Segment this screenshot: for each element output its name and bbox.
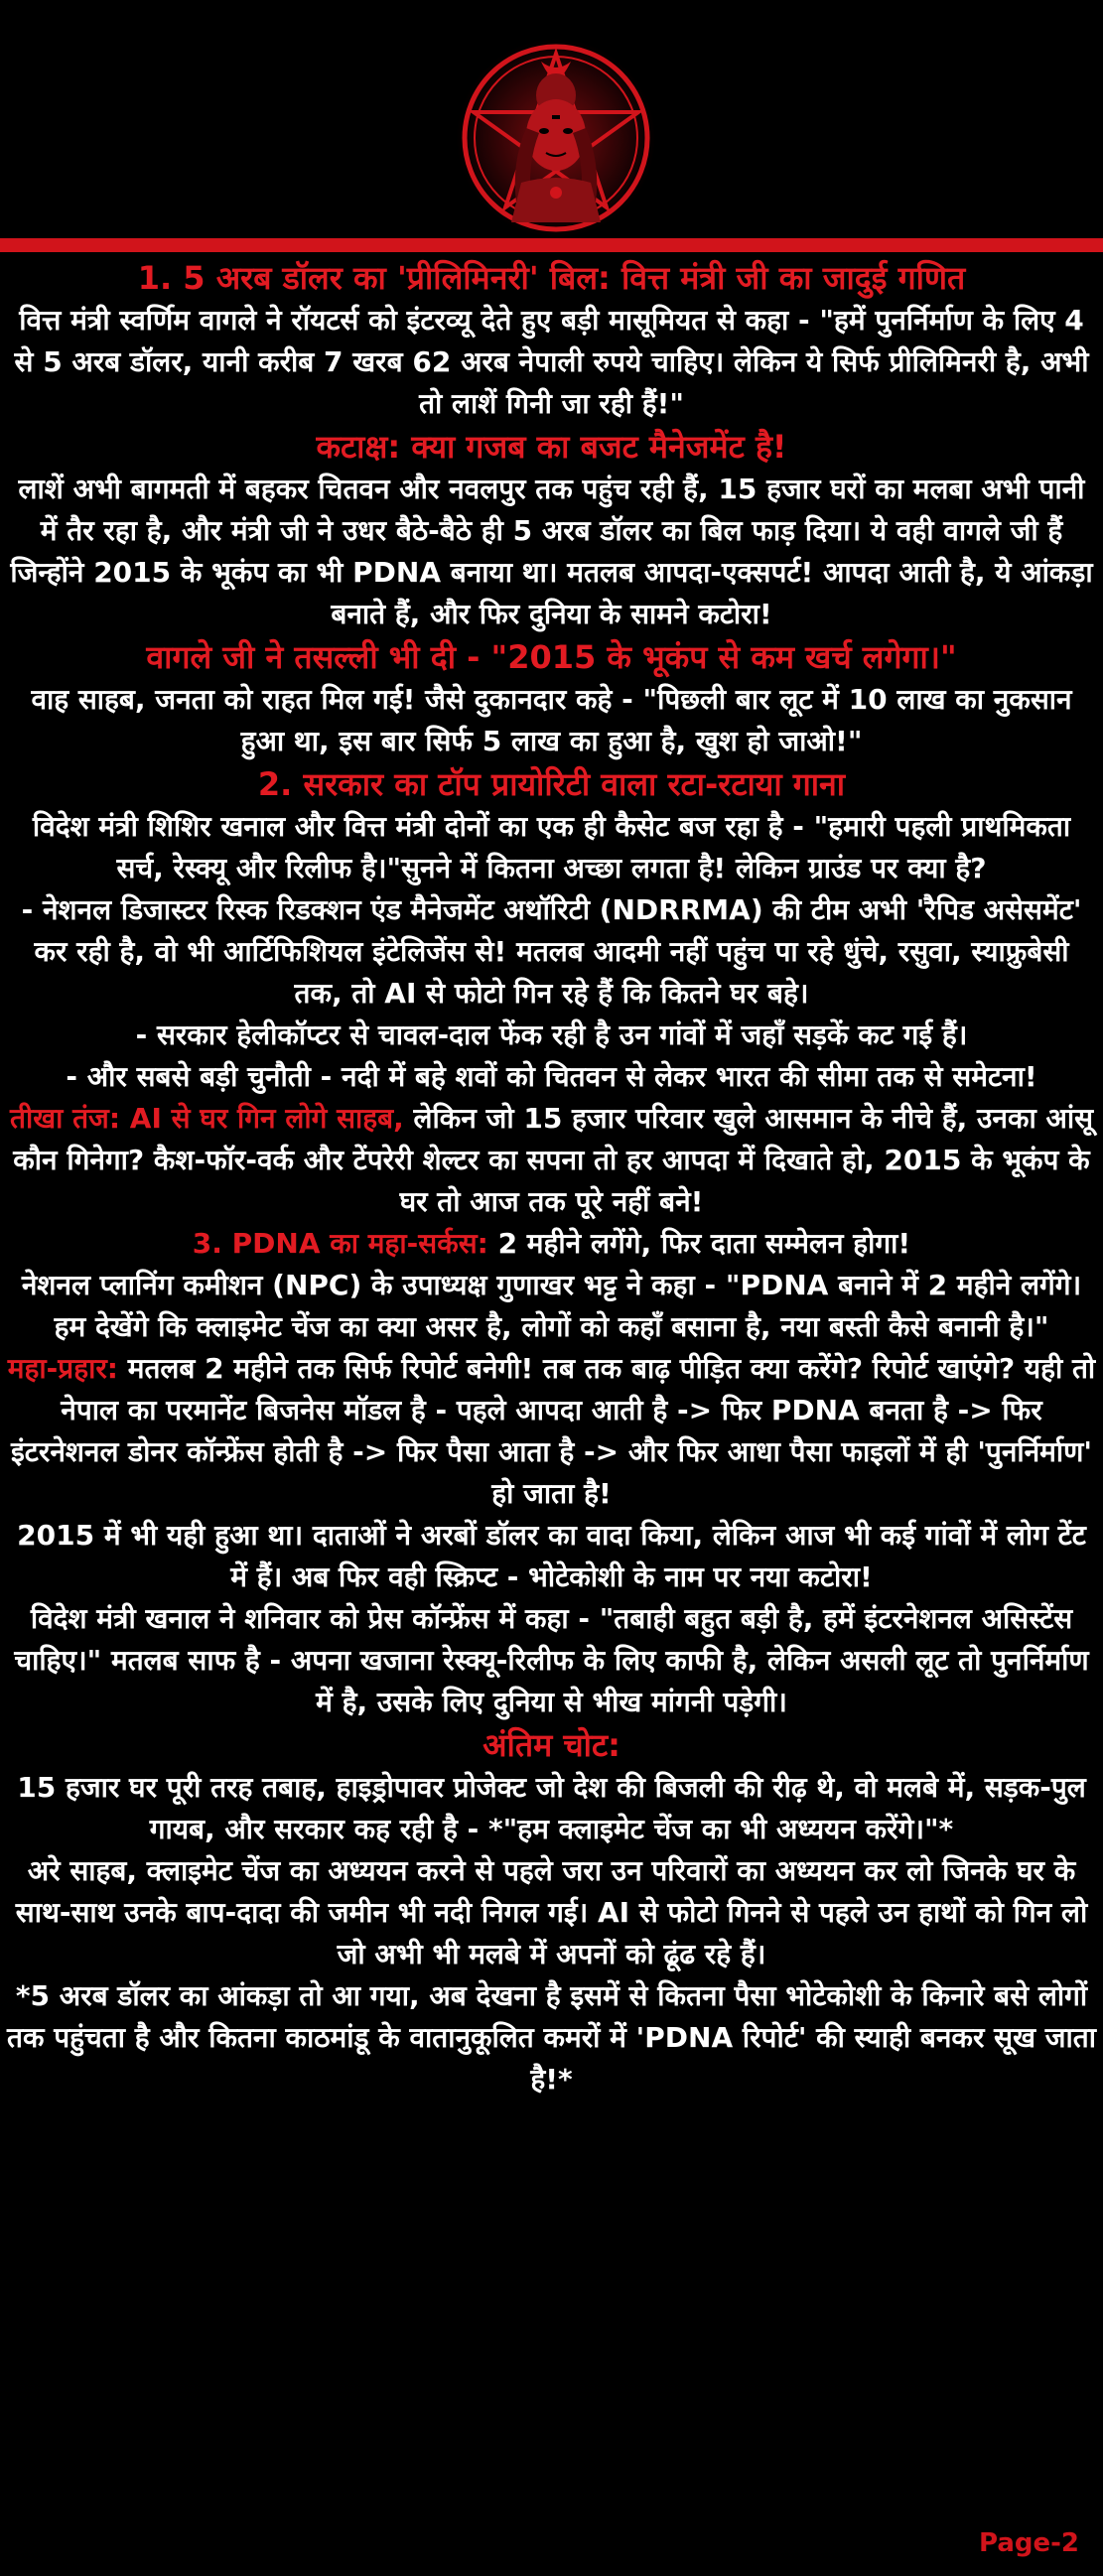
paragraph-bodies-challenge: - और सबसे बड़ी चुनौती - नदी में बहे शवों को चितवन से लेकर भारत की सीमा तक से समेटना! <box>66 1060 1037 1093</box>
paragraph-sharp-taunt <box>6 1098 1097 1223</box>
pdna-circus-lead: 3. PDNA का महा-सर्कस: <box>192 1227 488 1260</box>
paragraph-shopkeeper-analogy: वाह साहब, जनता को राहत मिल गई! जैसे दुकानदार कहे - "पिछली बार लूट में 10 लाख का नुकसान हुआ था, इस बार सिर्फ 5 लाख का हुआ है, खुश हो जाओ!" <box>31 683 1072 757</box>
page-number-label: Page-2 <box>978 2528 1079 2558</box>
section-heading-final-blow: अंतिम चोट: <box>483 1726 620 1764</box>
paragraph-cassette: विदेश मंत्री शिशिर खनाल और वित्त मंत्री दोनों का एक ही कैसेट बज रहा है - "हमारी पहली प्राथमिकता सर्च, रेस्क्यू और रिलीफ है।"सुनने में कितना अच्छा लगता है! लेकिन ग्राउंड पर क्या है? <box>32 810 1071 884</box>
taunt-text: लेकिन जो 15 हजार परिवार खुले आसमान के नीचे हैं, उनका आंसू कौन गिनेगा? कैश-फॉर-वर्क और टेंपरेरी शेल्टर का सपना तो हर आपदा में दिखाते हो, 2015 के भूकंप के घर तो आज तक पूरे नहीं बने! <box>13 1102 1093 1218</box>
pdna-circus-text: 2 महीने लगेंगे, फिर दाता सम्मेलन होगा! <box>487 1227 911 1260</box>
taunt-lead: तीखा तंज: AI से घर गिन लोगे साहब, <box>9 1102 404 1135</box>
paragraph-destroyed-homes: 15 हजार घर पूरी तरह तबाह, हाइड्रोपावर प्रोजेक्ट जो देश की बिजली की रीढ़ थे, वो मलबे में, सड़क-पुल गायब, और सरकार कह रही है - *"हम क्लाइमेट चेंज का भी अध्ययन करेंगे।"* <box>17 1771 1086 1845</box>
maha-prahar-text: मतलब 2 महीने तक सिर्फ रिपोर्ट बनेगी! तब तक बाढ़ पीड़ित क्या करेंगे? रिपोर्ट खाएंगे? यही तो नेपाल का परमानेंट बिजनेस मॉडल है - पहले आपदा आती है -> फिर PDNA बनता है -> फिर इंटरनेशनल डोनर कॉन्फ्रेंस होती है -> फिर पैसा आता है -> और फिर आधा पैसा फाइलों में ही 'पुनर्निर्माण' हो जाता है! <box>11 1352 1096 1510</box>
header <box>0 0 1103 256</box>
section-heading-priority-song: 2. सरकार का टॉप प्रायोरिटी वाला रटा-रटाया गाना <box>257 765 846 803</box>
paragraph-helicopter: - सरकार हेलीकॉप्टर से चावल-दाल फेंक रही है उन गांवों में जहाँ सड़कें कट गई हैं। <box>135 1018 968 1051</box>
paragraph-climate-study: अरे साहब, क्लाइमेट चेंज का अध्ययन करने से पहले जरा उन परिवारों का अध्ययन कर लो जिनके घर के साथ-साथ उनके बाप-दादा की जमीन भी नदी निगल गई। AI से फोटो गिनने से पहले उन हाथों को गिन लो जो अभी भी मलबे में अपनों को ढूंढ रहे हैं। <box>15 1854 1088 1970</box>
paragraph-ndrrma: - नेशनल डिजास्टर रिस्क रिडक्शन एंड मैनेजमेंट अथॉरिटी (NDRRMA) की टीम अभी 'रैपिड असेसमेंट' कर रही है, वो भी आर्टिफिशियल इंटेलिजेंस से! मतलब आदमी नहीं पहुंच पा रहे धुंचे, रसुवा, स्याफ्रुबेसी तक, तो AI से फोटो गिन रहे हैं कि कितने घर बहे। <box>21 893 1082 1010</box>
paragraph-finance-minister-quote: वित्त मंत्री स्वर्णिम वागले ने रॉयटर्स को इंटरव्यू देते हुए बड़ी मासूमियत से कहा - "हमें पुनर्निर्माण के लिए 4 से 5 अरब डॉलर, यानी करीब 7 खरब 62 अरब नेपाली रुपये चाहिए। लेकिन ये सिर्फ प्रीलिमिनरी है, अभी तो लाशें गिनी जा रही हैं!" <box>14 304 1089 420</box>
section-heading-reassurance: वागले जी ने तसल्ली भी दी - "2015 के भूकंप से कम खर्च लगेगा।" <box>146 638 957 676</box>
article-body <box>6 256 1097 2101</box>
paragraph-pdna-circus <box>6 1223 1097 1265</box>
paragraph-closing: *5 अरब डॉलर का आंकड़ा तो आ गया, अब देखना है इसमें से कितना पैसा भोटेकोशी के किनारे बसे लोगों तक पहुंचता है और कितना काठमांडू के वातानुकूलित कमरों में 'PDNA रिपोर्ट' की स्याही बनकर सूख जाता है!* <box>7 1979 1096 2096</box>
section-heading-sarcasm: कटाक्ष: क्या गजब का बजट मैनेजमेंट है! <box>316 428 787 466</box>
paragraph-2015-repeat: 2015 में भी यही हुआ था। दाताओं ने अरबों डॉलर का वादा किया, लेकिन आज भी कई गांवों में लोग टेंट में हैं। अब फिर वही स्क्रिप्ट - भोटेकोशी के नाम पर नया कटोरा! <box>17 1519 1086 1593</box>
shiva-pentagram-seal-icon <box>452 34 660 242</box>
paragraph-foreign-minister: विदेश मंत्री खनाल ने शनिवार को प्रेस कॉन्फ्रेंस में कहा - "तबाही बहुत बड़ी है, हमें इंटरनेशनल असिस्टेंस चाहिए।" मतलब साफ है - अपना खजाना रेस्क्यू-रिलीफ के लिए काफी है, लेकिन असली लूट तो पुनर्निर्माण में है, उसके लिए दुनिया से भीख मांगनी पड़ेगी। <box>14 1602 1089 1718</box>
paragraph-npc-quote: नेशनल प्लानिंग कमीशन (NPC) के उपाध्यक्ष गुणाखर भट्ट ने कहा - "PDNA बनाने में 2 महीने लगेंगे। हम देखेंगे कि क्लाइमेट चेंज का क्या असर है, लोगों को कहाँ बसाना है, नया बस्ती कैसे बनानी है।" <box>21 1269 1082 1343</box>
paragraph-maha-prahar <box>6 1348 1097 1515</box>
header-red-bar <box>0 238 1103 252</box>
maha-prahar-lead: महा-प्रहार: <box>7 1352 118 1385</box>
paragraph-bodies-flowing: लाशें अभी बागमती में बहकर चितवन और नवलपुर तक पहुंच रही हैं, 15 हजार घरों का मलबा अभी पानी में तैर रहा है, और मंत्री जी ने उधर बैठे-बैठे ही 5 अरब डॉलर का बिल फाड़ दिया। ये वही वागले जी हैं जिन्होंने 2015 के भूकंप का भी PDNA बनाया था। मतलब आपदा-एक्सपर्ट! आपदा आती है, ये आंकड़ा बनाते हैं, और फिर दुनिया के सामने कटोरा! <box>10 473 1093 630</box>
section-heading-budget: 1. 5 अरब डॉलर का 'प्रीलिमिनरी' बिल: वित्त मंत्री जी का जादुई गणित <box>137 259 966 297</box>
